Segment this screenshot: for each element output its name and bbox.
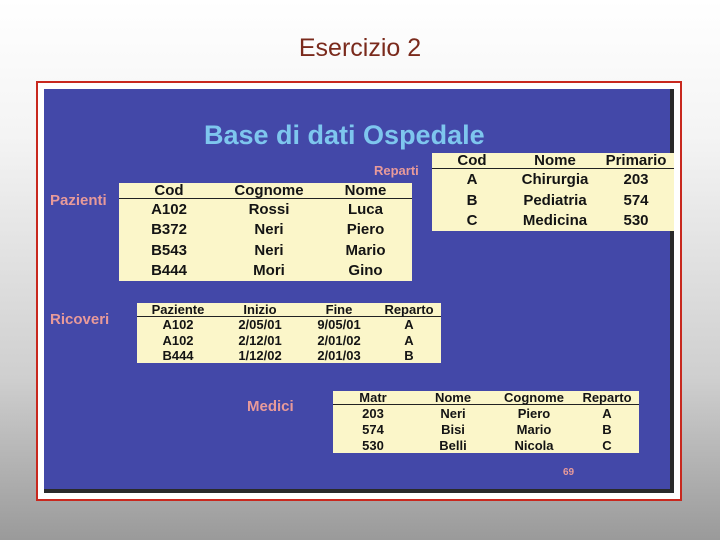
table-cell: Medicina <box>522 212 588 230</box>
table-cell: Pediatria <box>523 191 587 209</box>
table-cell: 2/05/01 <box>238 317 282 333</box>
table-cell: B444 <box>151 262 187 280</box>
table-cell: Mario <box>345 241 386 259</box>
medici-header-row <box>333 391 639 405</box>
table-cell: Neri <box>440 405 466 421</box>
table-row <box>333 421 639 437</box>
table-cell: Belli <box>439 437 467 453</box>
pazienti-label: Pazienti <box>50 192 107 209</box>
table-cell: Luca <box>347 200 383 218</box>
table-cell: Mario <box>516 421 552 437</box>
table-row <box>119 199 412 220</box>
table-cell: B543 <box>151 241 187 259</box>
table-cell: B <box>404 347 414 363</box>
table-row <box>137 317 441 333</box>
table-row <box>137 332 441 347</box>
table-cell: 203 <box>623 170 649 188</box>
table-cell: Mori <box>253 262 285 280</box>
table-cell: A <box>466 170 478 188</box>
table-cell: A102 <box>151 200 187 218</box>
ricoveri-col-reparto: Reparto <box>377 303 441 317</box>
table-cell: Rossi <box>248 200 290 218</box>
table-row <box>119 220 412 240</box>
table-cell: Neri <box>254 241 284 259</box>
table-row <box>432 210 674 231</box>
medici-col-matr: Matr <box>333 391 413 405</box>
table-cell: A <box>602 405 612 421</box>
reparti-label: Reparti <box>374 163 419 178</box>
medici-label: Medici <box>247 398 294 415</box>
pazienti-col-cognome: Cognome <box>219 183 319 199</box>
slide-title: Esercizio 2 <box>298 34 422 62</box>
table-cell: Gino <box>348 262 383 280</box>
table-cell: C <box>602 437 612 453</box>
table-cell: Piero <box>517 405 551 421</box>
table-cell: Piero <box>346 221 385 239</box>
table-cell: B <box>466 191 478 209</box>
table-cell: 203 <box>362 405 384 421</box>
ricoveri-col-paziente: Paziente <box>137 303 219 317</box>
slide-frame <box>36 81 682 501</box>
pazienti-table <box>119 183 412 281</box>
ricoveri-col-inizio: Inizio <box>219 303 301 317</box>
table-cell: A <box>404 332 414 348</box>
table-cell: B372 <box>151 221 187 239</box>
table-row <box>119 240 412 260</box>
medici-table <box>333 391 639 453</box>
table-cell: 574 <box>623 191 649 209</box>
table-row <box>119 261 412 281</box>
table-cell: 2/12/01 <box>238 332 282 348</box>
ricoveri-col-fine: Fine <box>301 303 377 317</box>
reparti-header-row <box>432 153 674 169</box>
content-panel <box>44 89 674 493</box>
table-cell: 530 <box>623 212 649 230</box>
table-row <box>333 405 639 422</box>
table-cell: Neri <box>254 221 284 239</box>
medici-col-cognome: Cognome <box>493 391 575 405</box>
table-cell: 9/05/01 <box>317 317 361 333</box>
table-cell: 574 <box>362 421 384 437</box>
table-cell: Bisi <box>441 421 465 437</box>
medici-col-reparto: Reparto <box>575 391 639 405</box>
page-number: 69 <box>563 467 575 478</box>
pazienti-col-nome: Nome <box>319 183 412 199</box>
reparti-col-cod: Cod <box>432 153 512 169</box>
table-cell: B <box>602 421 612 437</box>
table-cell: Chirurgia <box>521 170 589 188</box>
database-title: Base di dati Ospedale <box>204 120 485 150</box>
reparti-col-primario: Primario <box>598 153 674 169</box>
pazienti-header-row <box>119 183 412 199</box>
table-cell: A102 <box>162 332 194 348</box>
table-row <box>432 190 674 211</box>
table-cell: 1/12/02 <box>238 347 282 363</box>
medici-col-nome: Nome <box>413 391 493 405</box>
reparti-table <box>432 153 674 231</box>
reparti-col-nome: Nome <box>512 153 598 169</box>
table-cell: Nicola <box>514 437 554 453</box>
table-cell: C <box>466 212 478 230</box>
table-cell: A102 <box>162 317 194 333</box>
table-cell: A <box>404 317 414 333</box>
ricoveri-label: Ricoveri <box>50 311 110 328</box>
ricoveri-table <box>137 303 441 363</box>
table-cell: 2/01/03 <box>317 347 361 363</box>
ricoveri-header-row <box>137 303 441 317</box>
table-row <box>432 169 674 190</box>
table-row <box>137 348 441 363</box>
table-cell: 2/01/02 <box>317 332 361 348</box>
pazienti-col-cod: Cod <box>119 183 219 199</box>
table-cell: B444 <box>162 347 194 363</box>
table-cell: 530 <box>362 437 384 453</box>
table-row <box>333 437 639 453</box>
